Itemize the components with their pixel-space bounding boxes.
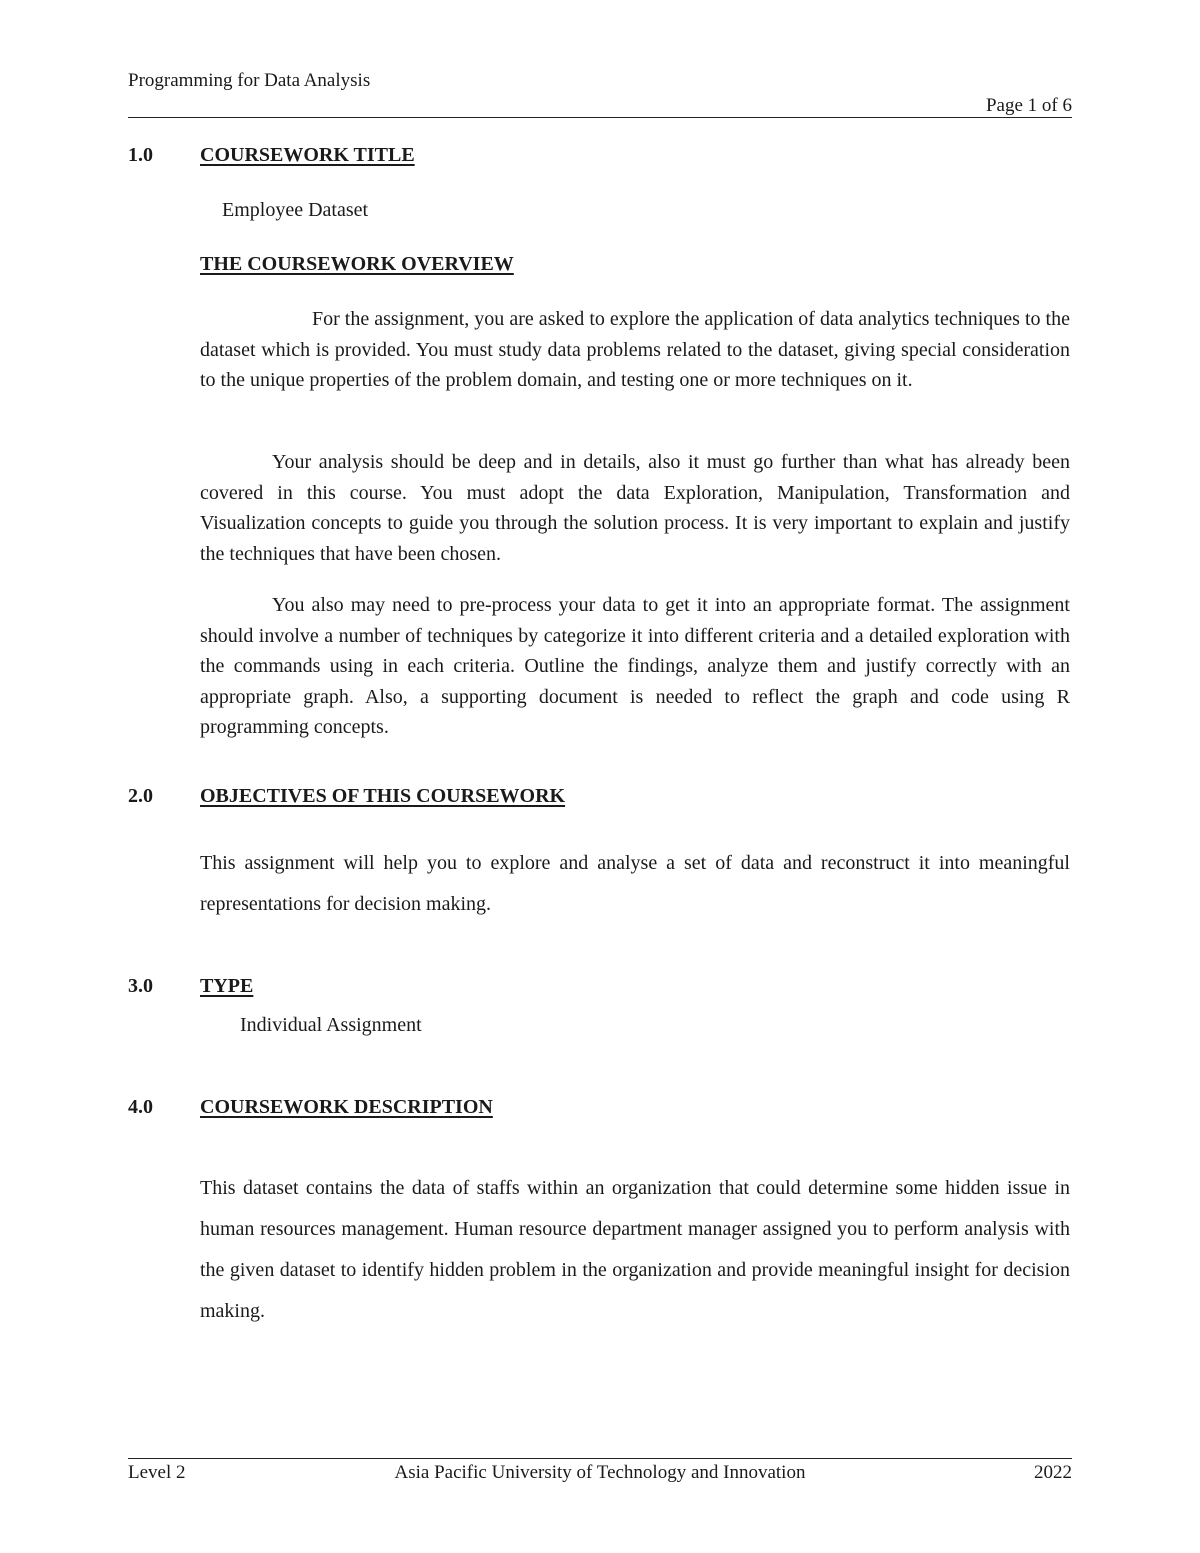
type-value: Individual Assignment: [240, 1014, 422, 1036]
footer-year: 2022: [1034, 1462, 1072, 1483]
footer-divider: [128, 1458, 1072, 1459]
overview-paragraph-3: You also may need to pre-process your data to get it into an appropriate format. The assignment should involve a number of techniques by categorize it into different criteria and a detailed exploration with the commands using in each criteria. Outline the findings, analyze them and justify correctly with an appropriate graph. Also, a supporting document is needed to reflect the graph and code using R programming concepts.: [200, 594, 1070, 738]
header-divider: [128, 117, 1072, 118]
overview-paragraph-1: For the assignment, you are asked to explore the application of data analytics techniques to the dataset which is provided. You must study data problems related to the dataset, giving special consideration to the unique properties of the problem domain, and testing one or more techniques on it.: [200, 308, 1070, 391]
footer-level: Level 2: [128, 1462, 186, 1483]
overview-heading: THE COURSEWORK OVERVIEW: [200, 253, 514, 275]
section-4-number: 4.0: [128, 1096, 153, 1118]
overview-paragraph-2: Your analysis should be deep and in details, also it must go further than what has already been covered in this course. You must adopt the data Exploration, Manipulation, Transformation and Visualization concepts to guide you through the solution process. It is very important to explain and justify the techniques that have been chosen.: [200, 451, 1070, 565]
footer-institution: Asia Pacific University of Technology and Innovation: [394, 1462, 806, 1483]
section-1-number: 1.0: [128, 144, 153, 166]
objectives-paragraph: This assignment will help you to explore and analyse a set of data and reconstruct it into meaningful representations for decision making.: [200, 852, 1070, 915]
section-2-number: 2.0: [128, 785, 153, 807]
coursework-title-value: Employee Dataset: [222, 199, 369, 221]
section-3-number: 3.0: [128, 975, 153, 997]
section-4-title: COURSEWORK DESCRIPTION: [200, 1096, 493, 1118]
section-1-title: COURSEWORK TITLE: [200, 144, 415, 166]
description-paragraph: This dataset contains the data of staffs within an organization that could determine some hidden issue in human resources management. Human resource department manager assigned you to perform analysis with the given dataset to identify hidden problem in the organization and provide meaningful insight for decision making.: [200, 1177, 1070, 1322]
header-course-title: Programming for Data Analysis: [128, 70, 371, 91]
section-2-title: OBJECTIVES OF THIS COURSEWORK: [200, 785, 566, 807]
header-page-number: Page 1 of 6: [985, 95, 1072, 116]
section-3-title: TYPE: [200, 975, 254, 997]
